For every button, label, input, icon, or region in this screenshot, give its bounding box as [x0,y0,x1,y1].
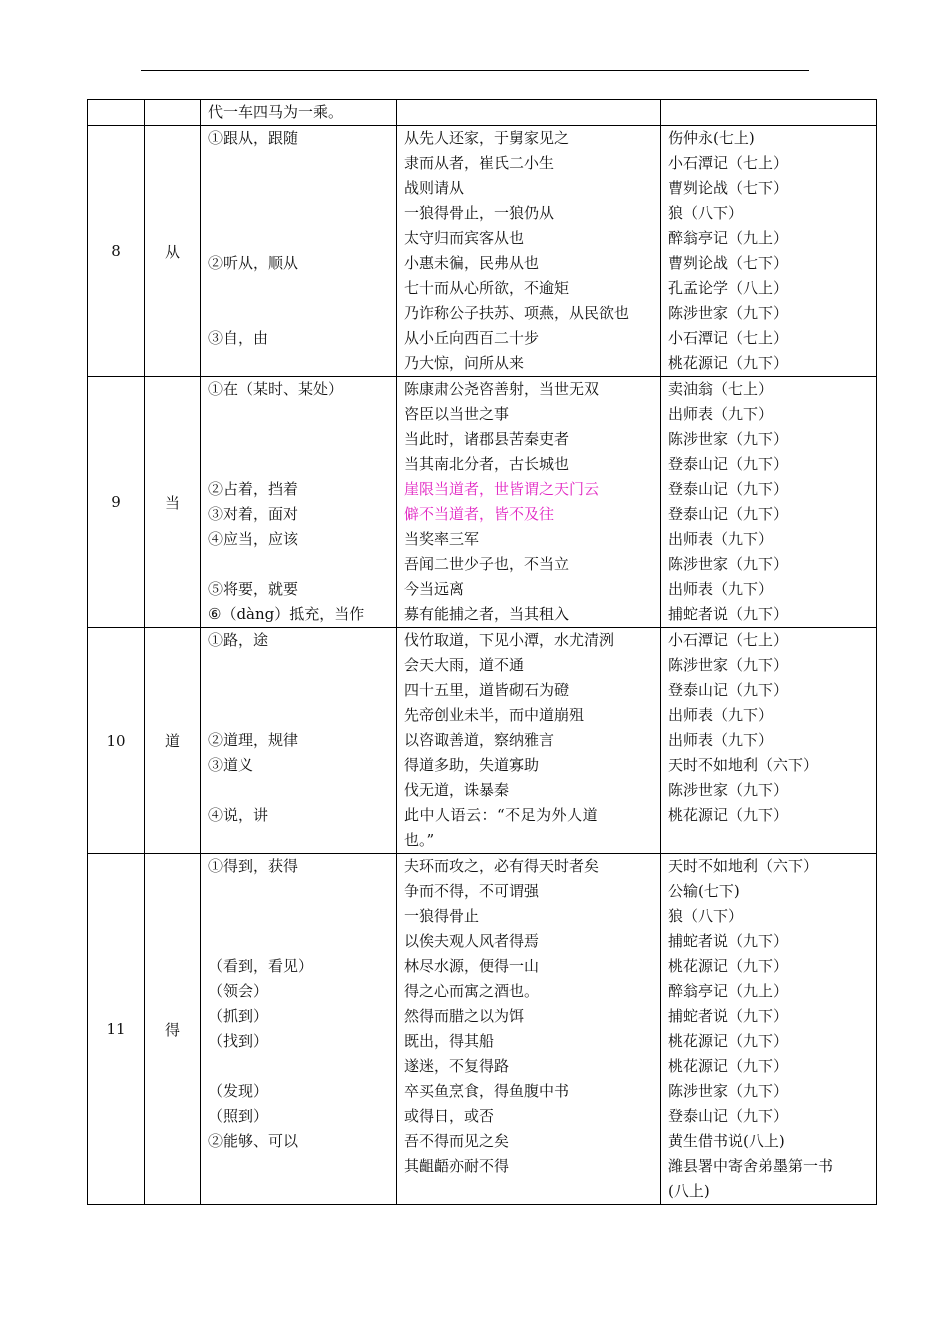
meaning-line: （照到） [208,1107,269,1125]
source-line: 桃花源记（九下） [668,1032,789,1050]
source-line: 公输(七下) [668,882,740,900]
source-line: 桃花源记（九下） [668,806,789,824]
example-line: 遂迷，不复得路 [404,1057,510,1075]
example-cell [397,126,661,377]
meaning-line [208,276,396,301]
source-cell [661,628,877,854]
source-line: 陈涉世家（九下） [668,555,789,573]
entry-number: 11 [88,854,145,1205]
source-line: 出师表（九下） [668,706,774,724]
entry-character: 得 [145,854,201,1205]
table-row [88,377,877,628]
source-line: 捕蛇者说（九下） [668,932,789,950]
example-line: 或得日，或否 [404,1107,495,1125]
meaning-line [208,201,396,226]
example-line: 其齟齬亦耐不得 [404,1157,510,1175]
source-line: 天时不如地利（六下） [668,756,819,774]
source-line: 捕蛇者说（九下） [668,1007,789,1025]
example-line: 吾不得而见之矣 [404,1132,510,1150]
source-line: 出师表（九下） [668,731,774,749]
example-line: 当奖率三军 [404,530,480,548]
example-line: 以俟夫观人风者得焉 [404,932,540,950]
source-cell [661,377,877,628]
source-line: 曹刿论战（七下） [668,179,789,197]
meaning-line [208,703,396,728]
meaning-line [208,452,396,477]
source-line: 登泰山记（九下） [668,1107,789,1125]
example-line: 太守归而宾客从也 [404,229,525,247]
meaning-line [208,552,396,577]
meaning-line: （领会） [208,982,269,1000]
meaning-line: ④说，讲 [208,806,269,824]
entry-number: 9 [88,377,145,628]
meaning-line [208,176,396,201]
example-line: 会天大雨，道不通 [404,656,525,674]
source-line: 潍县署中寄舍弟墨第一书 [668,1157,834,1175]
meaning-line: ③自，由 [208,329,269,347]
source-line: 小石潭记（七上） [668,631,789,649]
example-line: 隶而从者，崔氏二小生 [404,154,555,172]
source-line: 狼（八下） [668,204,744,222]
meaning-line: ②听从，顺从 [208,254,299,272]
meaning-line [208,301,396,326]
example-cell [397,854,661,1205]
source-line: 捕蛇者说（九下） [668,605,789,623]
example-cell [397,377,661,628]
meaning-line [208,1054,396,1079]
source-line: 孔孟论学（八上） [668,279,789,297]
example-line: 得道多助，失道寡助 [404,756,540,774]
example-line: 乃诈称公子扶苏、项燕，从民欲也 [404,304,630,322]
source-cell [661,126,877,377]
meaning-line [208,653,396,678]
example-line: 然得而腊之以为饵 [404,1007,525,1025]
source-line: 登泰山记（九下） [668,480,789,498]
example-line: 卒买鱼烹食，得鱼腹中书 [404,1082,570,1100]
source-line: 桃花源记（九下） [668,957,789,975]
source-line: 桃花源记（九下） [668,1057,789,1075]
source-line: 陈涉世家（九下） [668,430,789,448]
example-line: 争而不得，不可谓强 [404,882,540,900]
meaning-line: （发现） [208,1082,269,1100]
header-rule [141,70,809,71]
example-line: 伐无道，诛暴秦 [404,781,510,799]
example-line: 僻不当道者，皆不及往 [404,505,555,523]
meaning-line: ③道义 [208,756,254,774]
meaning-line [208,351,396,376]
example-line: 得之心而寓之酒也。 [404,982,540,1000]
num-cell [88,100,145,126]
meaning-line: ⑥（dàng）抵充，当作 [208,605,365,623]
meaning-line [208,1154,396,1179]
meaning-line [208,427,396,452]
example-line: 崖限当道者，世皆谓之天门云 [404,480,600,498]
source-line: 陈涉世家（九下） [668,656,789,674]
example-line: 募有能捕之者，当其租入 [404,605,570,623]
meaning-line: 代一车四马为一乘。 [208,103,344,121]
source-line: 小石潭记（七上） [668,329,789,347]
meaning-line [208,678,396,703]
meaning-line: ①在（某时、某处） [208,380,344,398]
example-line: 既出，得其船 [404,1032,495,1050]
source-line: 登泰山记（九下） [668,505,789,523]
entry-character: 道 [145,628,201,854]
char-cell [145,100,201,126]
table-row [88,628,877,854]
example-cell [397,100,661,126]
source-line: 天时不如地利（六下） [668,857,819,875]
meaning-line: ②能够、可以 [208,1132,299,1150]
example-line: 七十而从心所欲，不逾矩 [404,279,570,297]
meaning-line: ⑤将要，就要 [208,580,299,598]
source-line: 狼（八下） [668,907,744,925]
example-line: 乃大惊，问所从来 [404,354,525,372]
table-row-continued [88,100,877,126]
meaning-line [208,828,396,853]
meaning-line [208,151,396,176]
meaning-cell [201,100,397,126]
meaning-cell [201,628,397,854]
meaning-line [208,402,396,427]
meaning-line: （看到，看见） [208,957,314,975]
example-line: 从先人还家，于舅家见之 [404,129,570,147]
example-line: 以咨诹善道，察纳雅言 [404,731,555,749]
example-line [404,1179,660,1204]
table-row [88,126,877,377]
example-cell [397,628,661,854]
source-line: 登泰山记（九下） [668,681,789,699]
table-row [88,854,877,1205]
entry-number: 8 [88,126,145,377]
source-line: 陈涉世家（九下） [668,781,789,799]
example-line: 一狼得骨止 [404,907,480,925]
source-line [668,828,876,853]
entry-character: 当 [145,377,201,628]
example-line: 一狼得骨止，一狼仍从 [404,204,555,222]
meaning-line [208,904,396,929]
example-line: 今当远离 [404,580,465,598]
meaning-cell [201,126,397,377]
example-line: 吾闻二世少子也，不当立 [404,555,570,573]
source-line: 出师表（九下） [668,580,774,598]
meaning-line: ①跟从，跟随 [208,129,299,147]
example-line: 当此时，诸郡县苦秦吏者 [404,430,570,448]
meaning-line: ③对着，面对 [208,505,299,523]
source-cell [661,100,877,126]
meaning-line: ④应当，应该 [208,530,299,548]
example-line: 四十五里，道皆砌石为磴 [404,681,570,699]
example-line: 小惠未徧，民弗从也 [404,254,540,272]
source-line: 出师表（九下） [668,405,774,423]
example-line: 陈康肃公尧咨善射，当世无双 [404,380,600,398]
source-line: 小石潭记（七上） [668,154,789,172]
example-line: 也。” [404,831,435,849]
meaning-line [208,1179,396,1204]
source-line: 卖油翁（七上） [668,380,774,398]
meaning-line: ②占着，挡着 [208,480,299,498]
source-line: 黄生借书说(八上) [668,1132,785,1150]
source-line: 登泰山记（九下） [668,455,789,473]
example-line: 先帝创业未半，而中道崩殂 [404,706,585,724]
source-line: 桃花源记（九下） [668,354,789,372]
example-line: 夫环而攻之，必有得天时者矣 [404,857,600,875]
example-line: 战则请从 [404,179,465,197]
source-line: 曹刿论战（七下） [668,254,789,272]
example-line: 林尽水源，便得一山 [404,957,540,975]
example-line: 咨臣以当世之事 [404,405,510,423]
meaning-line: （抓到） [208,1007,269,1025]
meaning-line: （找到） [208,1032,269,1050]
entry-character: 从 [145,126,201,377]
source-line: 伤仲永(七上) [668,129,755,147]
meaning-line [208,879,396,904]
meaning-line [208,778,396,803]
meaning-cell [201,854,397,1205]
source-line: (八上) [668,1182,710,1200]
meaning-line: ②道理，规律 [208,731,299,749]
source-cell [661,854,877,1205]
meaning-line: ①路，途 [208,631,269,649]
source-line: 醉翁亭记（九上） [668,229,789,247]
entry-number: 10 [88,628,145,854]
meaning-cell [201,377,397,628]
example-line: 从小丘向西百二十步 [404,329,540,347]
meaning-line [208,226,396,251]
example-line: 此中人语云：“不足为外人道 [404,806,599,824]
example-line: 当其南北分者，古长城也 [404,455,570,473]
source-line: 出师表（九下） [668,530,774,548]
example-line: 伐竹取道，下见小潭，水尤清洌 [404,631,615,649]
meaning-line [208,929,396,954]
vocab-table [87,99,877,1205]
source-line: 陈涉世家（九下） [668,304,789,322]
source-line: 醉翁亭记（九上） [668,982,789,1000]
source-line: 陈涉世家（九下） [668,1082,789,1100]
meaning-line: ①得到，获得 [208,857,299,875]
